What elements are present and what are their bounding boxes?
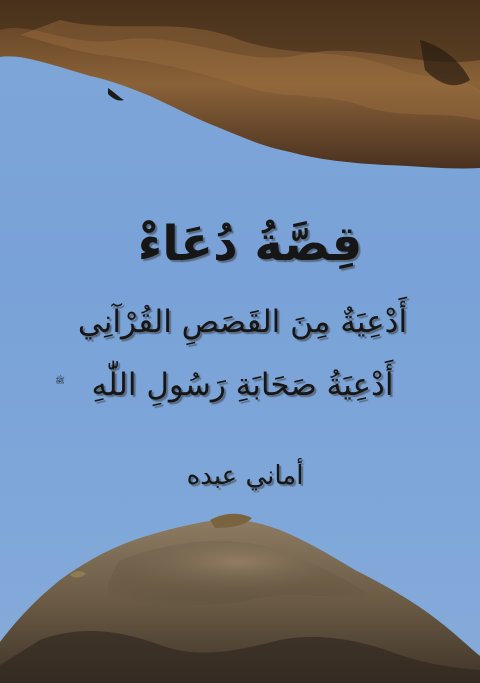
book-title: قِصَّةُ دُعَاءْ	[137, 216, 363, 272]
author-name: أماني عبده	[186, 461, 304, 491]
honorific-glyph: ﷺ	[55, 376, 65, 385]
subtitle-line-2: أَدْعِيَةُ صَحَابَةِ رَسُولِ اللّٰهِ	[91, 367, 394, 403]
subtitle-line-1: أَدْعِيَةٌ مِنَ القَصَصِ القُرْآنِي	[77, 304, 408, 340]
